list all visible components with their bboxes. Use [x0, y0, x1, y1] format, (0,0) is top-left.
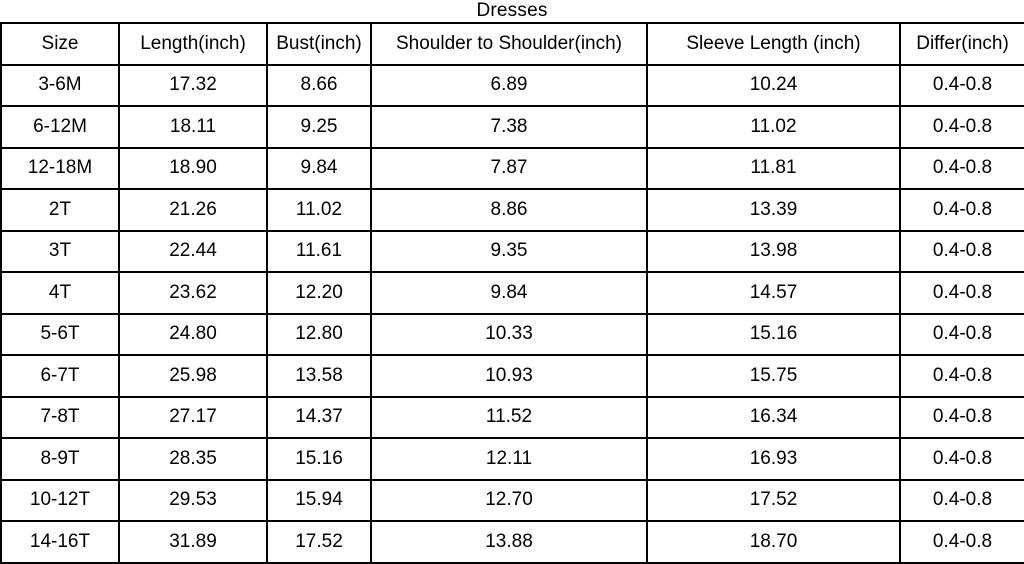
cell-differ: 0.4-0.8	[900, 397, 1024, 439]
cell-shoulder: 10.33	[371, 314, 647, 356]
cell-shoulder: 9.35	[371, 231, 647, 273]
cell-bust: 9.84	[267, 148, 371, 190]
cell-size: 3T	[1, 231, 119, 273]
cell-size: 14-16T	[1, 521, 119, 563]
cell-length: 29.53	[119, 480, 267, 522]
cell-size: 7-8T	[1, 397, 119, 439]
cell-differ: 0.4-0.8	[900, 521, 1024, 563]
cell-shoulder: 12.11	[371, 438, 647, 480]
cell-length: 17.32	[119, 65, 267, 107]
table-row	[1, 438, 1024, 480]
table-row	[1, 106, 1024, 148]
column-header-differ: Differ(inch)	[900, 23, 1024, 65]
page-title: Dresses	[476, 0, 548, 21]
cell-size: 6-7T	[1, 355, 119, 397]
table-header-row	[1, 23, 1024, 65]
cell-length: 28.35	[119, 438, 267, 480]
cell-shoulder: 6.89	[371, 65, 647, 107]
table-row	[1, 480, 1024, 522]
cell-length: 31.89	[119, 521, 267, 563]
table-body	[1, 65, 1024, 563]
cell-bust: 11.61	[267, 231, 371, 273]
cell-shoulder: 12.70	[371, 480, 647, 522]
cell-shoulder: 13.88	[371, 521, 647, 563]
cell-size: 12-18M	[1, 148, 119, 190]
cell-sleeve: 13.98	[647, 231, 900, 273]
cell-bust: 15.16	[267, 438, 371, 480]
column-header-length: Length(inch)	[119, 23, 267, 65]
cell-shoulder: 8.86	[371, 189, 647, 231]
cell-bust: 8.66	[267, 65, 371, 107]
table-row	[1, 148, 1024, 190]
cell-shoulder: 7.87	[371, 148, 647, 190]
cell-shoulder: 7.38	[371, 106, 647, 148]
table-row	[1, 521, 1024, 563]
cell-size: 2T	[1, 189, 119, 231]
cell-length: 25.98	[119, 355, 267, 397]
cell-sleeve: 17.52	[647, 480, 900, 522]
cell-sleeve: 14.57	[647, 272, 900, 314]
cell-differ: 0.4-0.8	[900, 148, 1024, 190]
table-row	[1, 272, 1024, 314]
cell-sleeve: 16.34	[647, 397, 900, 439]
size-chart-table	[0, 22, 1024, 564]
cell-length: 24.80	[119, 314, 267, 356]
cell-length: 21.26	[119, 189, 267, 231]
table-row	[1, 65, 1024, 107]
cell-differ: 0.4-0.8	[900, 272, 1024, 314]
cell-length: 18.11	[119, 106, 267, 148]
cell-size: 8-9T	[1, 438, 119, 480]
cell-shoulder: 11.52	[371, 397, 647, 439]
column-header-shoulder-to-shoulder: Shoulder to Shoulder(inch)	[371, 23, 647, 65]
cell-bust: 17.52	[267, 521, 371, 563]
cell-bust: 12.20	[267, 272, 371, 314]
cell-size: 3-6M	[1, 65, 119, 107]
cell-length: 23.62	[119, 272, 267, 314]
cell-bust: 9.25	[267, 106, 371, 148]
table-header	[1, 23, 1024, 65]
table-row	[1, 355, 1024, 397]
cell-sleeve: 16.93	[647, 438, 900, 480]
cell-differ: 0.4-0.8	[900, 231, 1024, 273]
cell-sleeve: 18.70	[647, 521, 900, 563]
document-title-row	[0, 0, 1024, 22]
cell-sleeve: 11.81	[647, 148, 900, 190]
cell-shoulder: 9.84	[371, 272, 647, 314]
cell-differ: 0.4-0.8	[900, 480, 1024, 522]
cell-size: 4T	[1, 272, 119, 314]
cell-bust: 12.80	[267, 314, 371, 356]
cell-bust: 14.37	[267, 397, 371, 439]
table-row	[1, 189, 1024, 231]
column-header-size: Size	[1, 23, 119, 65]
cell-length: 22.44	[119, 231, 267, 273]
cell-sleeve: 15.16	[647, 314, 900, 356]
cell-shoulder: 10.93	[371, 355, 647, 397]
cell-sleeve: 15.75	[647, 355, 900, 397]
cell-length: 18.90	[119, 148, 267, 190]
table-row	[1, 314, 1024, 356]
cell-length: 27.17	[119, 397, 267, 439]
cell-size: 5-6T	[1, 314, 119, 356]
table-row	[1, 397, 1024, 439]
cell-bust: 11.02	[267, 189, 371, 231]
cell-size: 10-12T	[1, 480, 119, 522]
cell-differ: 0.4-0.8	[900, 314, 1024, 356]
cell-differ: 0.4-0.8	[900, 355, 1024, 397]
cell-bust: 15.94	[267, 480, 371, 522]
cell-size: 6-12M	[1, 106, 119, 148]
cell-sleeve: 11.02	[647, 106, 900, 148]
cell-sleeve: 13.39	[647, 189, 900, 231]
column-header-sleeve-length: Sleeve Length (inch)	[647, 23, 900, 65]
cell-differ: 0.4-0.8	[900, 106, 1024, 148]
table-row	[1, 231, 1024, 273]
cell-differ: 0.4-0.8	[900, 65, 1024, 107]
cell-bust: 13.58	[267, 355, 371, 397]
cell-differ: 0.4-0.8	[900, 189, 1024, 231]
column-header-bust: Bust(inch)	[267, 23, 371, 65]
cell-sleeve: 10.24	[647, 65, 900, 107]
cell-differ: 0.4-0.8	[900, 438, 1024, 480]
